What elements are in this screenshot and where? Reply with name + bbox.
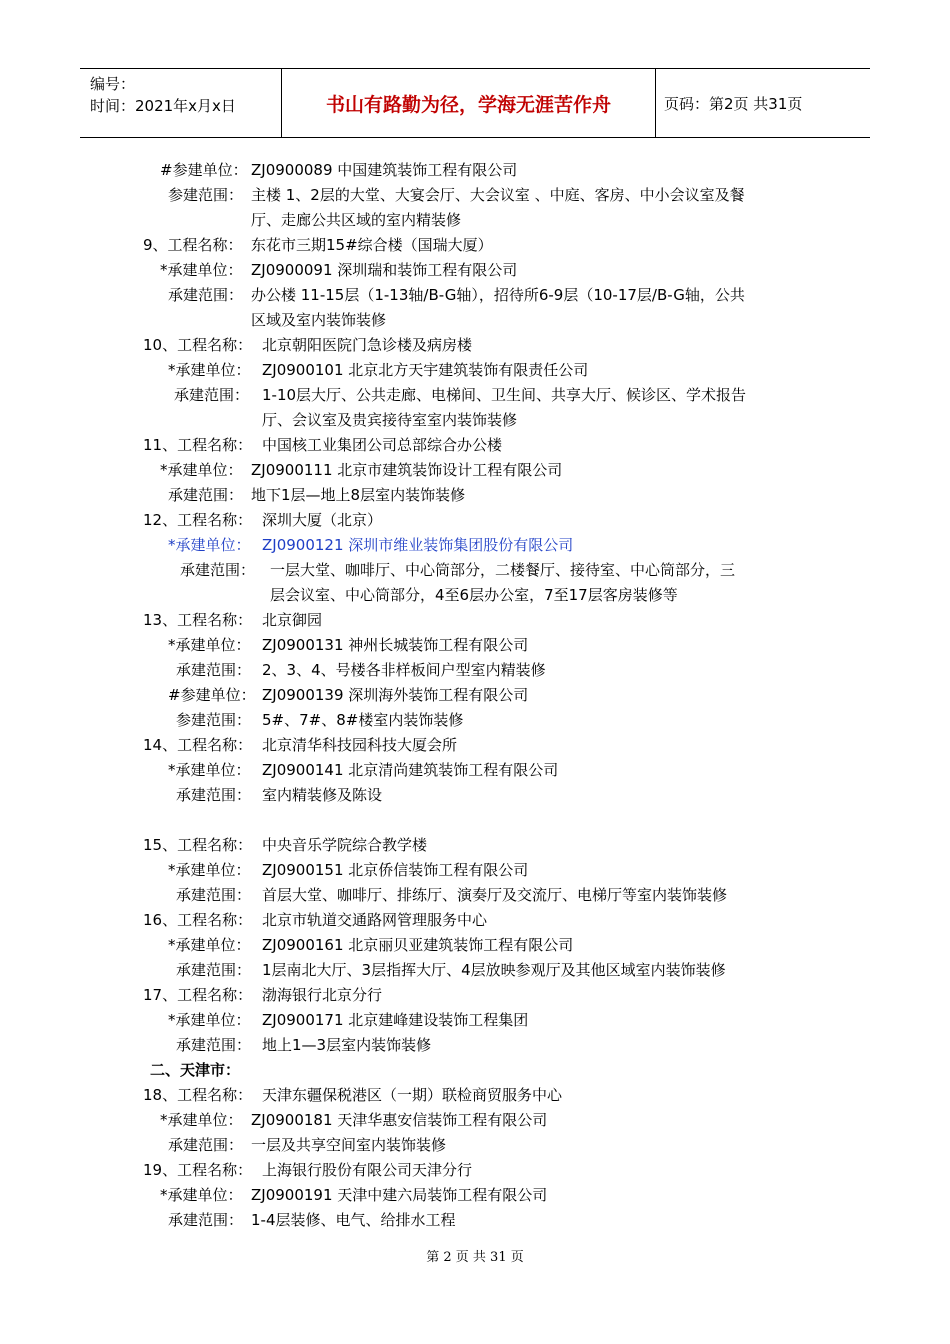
document-line — [0, 883, 950, 908]
line-label: 参建范围： — [176, 711, 252, 729]
document-line — [0, 383, 950, 408]
document-line — [0, 933, 950, 958]
document-line — [0, 783, 950, 808]
line-value: 北京朝阳医院门急诊楼及病房楼 — [262, 336, 473, 354]
line-value: ZJ0900191 天津中建六局装饰工程有限公司 — [251, 1186, 548, 1204]
line-label: 16、工程名称： — [143, 911, 253, 929]
line-label: 19、工程名称： — [143, 1161, 253, 1179]
document-line — [0, 608, 950, 633]
line-label: 15、工程名称： — [143, 836, 253, 854]
line-label: 承建范围： — [176, 961, 252, 979]
document-line — [0, 258, 950, 283]
document-line — [0, 733, 950, 758]
document-line — [0, 1033, 950, 1058]
document-line — [0, 1158, 950, 1183]
line-label: 10、工程名称： — [143, 336, 253, 354]
line-label: 12、工程名称： — [143, 511, 253, 529]
line-label: 二、天津市： — [150, 1061, 241, 1079]
line-label: 承建范围： — [176, 786, 252, 804]
document-line — [0, 958, 950, 983]
document-line — [0, 358, 950, 383]
document-line — [0, 1083, 950, 1108]
line-value: ZJ0900171 北京建峰建设装饰工程集团 — [262, 1011, 529, 1029]
document-line — [0, 708, 950, 733]
line-label: 承建范围： — [168, 286, 244, 304]
line-label: #参建单位： — [160, 161, 248, 179]
document-line — [0, 583, 950, 608]
line-label: 14、工程名称： — [143, 736, 253, 754]
document-line — [0, 858, 950, 883]
line-label: 承建范围： — [180, 561, 256, 579]
line-value: 区域及室内装饰装修 — [251, 311, 387, 329]
line-value: 5#、7#、8#楼室内装饰装修 — [262, 711, 464, 729]
document-line — [0, 1058, 950, 1083]
line-value: 北京清华科技园科技大厦会所 — [262, 736, 458, 754]
line-label: 承建范围： — [176, 886, 252, 904]
document-line — [0, 1133, 950, 1158]
line-value: 1-10层大厅、公共走廊、电梯间、卫生间、共享大厅、候诊区、学术报告 — [262, 386, 747, 404]
line-value: ZJ0900151 北京侨信装饰工程有限公司 — [262, 861, 529, 879]
line-label: 9、工程名称： — [143, 236, 243, 254]
line-value: 1-4层装修、电气、给排水工程 — [251, 1211, 456, 1229]
line-label: *承建单位： — [168, 861, 251, 879]
document-line — [0, 908, 950, 933]
line-label: *承建单位： — [160, 1111, 243, 1129]
document-line — [0, 508, 950, 533]
line-value: 渤海银行北京分行 — [262, 986, 383, 1004]
line-value: ZJ0900161 北京丽贝亚建筑装饰工程有限公司 — [262, 936, 574, 954]
line-value: 2、3、4、号楼各非样板间户型室内精装修 — [262, 661, 546, 679]
line-value: ZJ0900141 北京清尚建筑装饰工程有限公司 — [262, 761, 559, 779]
document-line — [0, 483, 950, 508]
line-value: 首层大堂、咖啡厅、排练厅、演奏厅及交流厅、电梯厅等室内装饰装修 — [262, 886, 728, 904]
line-value: ZJ0900121 深圳市维业装饰集团股份有限公司 — [262, 536, 574, 554]
document-line — [0, 308, 950, 333]
page-footer: 第 2 页 共 31 页 — [426, 1250, 524, 1265]
document-line — [0, 658, 950, 683]
line-label: *承建单位： — [160, 461, 243, 479]
line-label: *承建单位： — [160, 1186, 243, 1204]
line-value: ZJ0900089 中国建筑装饰工程有限公司 — [251, 161, 518, 179]
line-label: 17、工程名称： — [143, 986, 253, 1004]
line-label: *承建单位： — [168, 761, 251, 779]
line-value: ZJ0900101 北京北方天宇建筑装饰有限责任公司 — [262, 361, 589, 379]
line-value: 一层大堂、咖啡厅、中心筒部分，二楼餐厅、接待室、中心筒部分，三 — [270, 561, 736, 579]
line-label: *承建单位： — [168, 936, 251, 954]
line-value: 层会议室、中心筒部分，4至6层办公室，7至17层客房装修等 — [270, 586, 678, 604]
line-label: 参建范围： — [168, 186, 244, 204]
line-value: ZJ0900111 北京市建筑装饰设计工程有限公司 — [251, 461, 563, 479]
line-value: 上海银行股份有限公司天津分行 — [262, 1161, 473, 1179]
document-line — [0, 158, 950, 183]
document-line — [0, 1008, 950, 1033]
document-line — [0, 458, 950, 483]
document-line — [0, 1208, 950, 1233]
line-label: #参建单位： — [168, 686, 256, 704]
document-line — [0, 333, 950, 358]
line-value: 主楼 1、2层的大堂、大宴会厅、大会议室 、中庭、客房、中小会议室及餐 — [251, 186, 745, 204]
line-label: 承建范围： — [168, 1211, 244, 1229]
document-line — [0, 683, 950, 708]
line-label: *承建单位： — [168, 536, 251, 554]
line-value: ZJ0900181 天津华惠安信装饰工程有限公司 — [251, 1111, 548, 1129]
line-label: 18、工程名称： — [143, 1086, 253, 1104]
line-label: 承建范围： — [174, 386, 250, 404]
document-line — [0, 983, 950, 1008]
line-value: 中央音乐学院综合教学楼 — [262, 836, 428, 854]
page-header — [80, 68, 870, 138]
line-value: 一层及共享空间室内装饰装修 — [251, 1136, 447, 1154]
document-line — [0, 433, 950, 458]
line-value: 深圳大厦（北京） — [262, 511, 383, 529]
line-value: 北京市轨道交通路网管理服务中心 — [262, 911, 488, 929]
document-line — [0, 1183, 950, 1208]
header-motto: 书山有路勤为径，学海无涯苦作舟 — [282, 69, 656, 137]
line-value: 东花市三期15#综合楼（国瑞大厦） — [251, 236, 493, 254]
document-line — [0, 758, 950, 783]
line-label: 承建范围： — [168, 1136, 244, 1154]
document-line — [0, 1108, 950, 1133]
document-line — [0, 408, 950, 433]
line-value: 厅、会议室及贵宾接待室室内装饰装修 — [262, 411, 518, 429]
line-label: *承建单位： — [168, 1011, 251, 1029]
line-value: 地上1—3层室内装饰装修 — [262, 1036, 432, 1054]
line-value: ZJ0900139 深圳海外装饰工程有限公司 — [262, 686, 529, 704]
document-line — [0, 183, 950, 208]
document-date: 时间：2021年x月x日 — [90, 97, 236, 115]
document-line — [0, 633, 950, 658]
document-line — [0, 283, 950, 308]
line-label: *承建单位： — [168, 361, 251, 379]
line-value: 中国核工业集团公司总部综合办公楼 — [262, 436, 503, 454]
line-value: 1层南北大厅、3层指挥大厅、4层放映参观厅及其他区域室内装饰装修 — [262, 961, 726, 979]
line-value: 办公楼 11-15层（1-13轴/B-G轴），招待所6-9层（10-17层/B-G轴，公共 — [251, 286, 745, 304]
line-label: 承建范围： — [176, 1036, 252, 1054]
line-value: 天津东疆保税港区（一期）联检商贸服务中心 — [262, 1086, 563, 1104]
line-value: 室内精装修及陈设 — [262, 786, 383, 804]
line-label: *承建单位： — [160, 261, 243, 279]
document-line — [0, 558, 950, 583]
header-page-info: 页码：第2页 共31页 — [664, 94, 803, 113]
document-line — [0, 233, 950, 258]
line-label: *承建单位： — [168, 636, 251, 654]
line-label: 11、工程名称： — [143, 436, 253, 454]
line-value: 地下1层—地上8层室内装饰装修 — [251, 486, 466, 504]
line-label: 13、工程名称： — [143, 611, 253, 629]
document-line — [0, 833, 950, 858]
line-label: 承建范围： — [168, 486, 244, 504]
line-value: 厅、走廊公共区域的室内精装修 — [251, 211, 462, 229]
line-value: 北京御园 — [262, 611, 323, 629]
line-value: ZJ0900091 深圳瑞和装饰工程有限公司 — [251, 261, 518, 279]
line-label: 承建范围： — [176, 661, 252, 679]
header-left-cell — [80, 69, 282, 137]
document-number-label: 编号： — [90, 75, 136, 93]
document-line — [0, 533, 950, 558]
line-value: ZJ0900131 神州长城装饰工程有限公司 — [262, 636, 529, 654]
document-line — [0, 208, 950, 233]
